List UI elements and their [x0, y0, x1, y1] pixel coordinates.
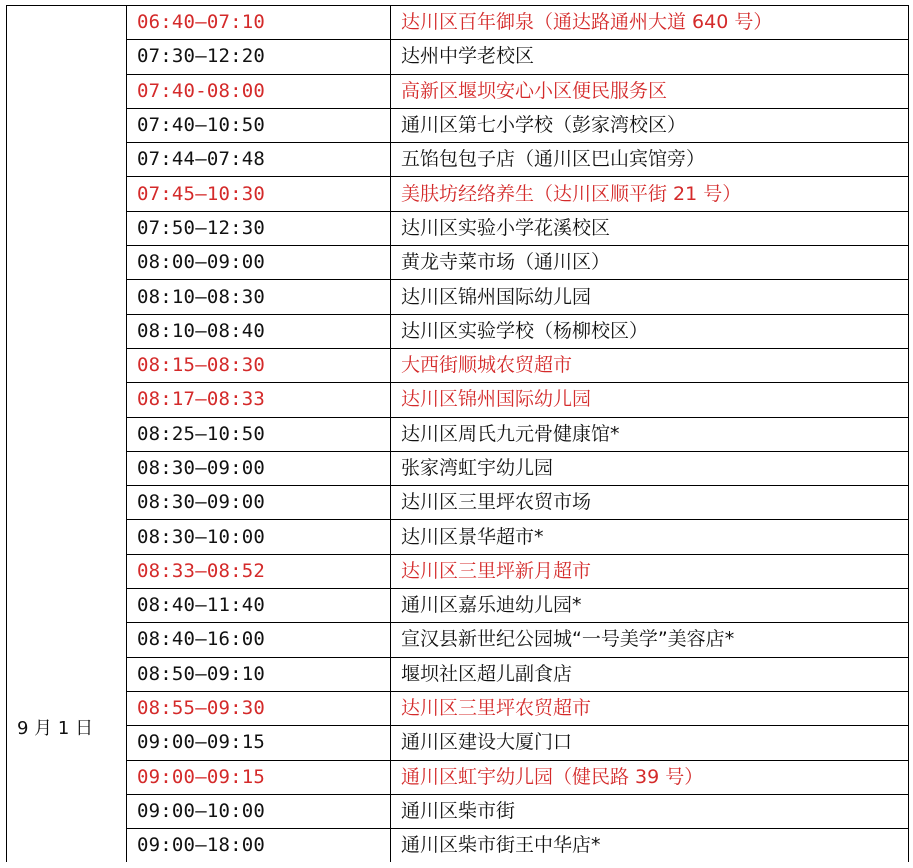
place-cell: 五馅包包子店（通川区巴山宾馆旁） [391, 143, 909, 177]
place-cell: 宣汉县新世纪公园城“一号美学”美容店* [391, 623, 909, 657]
time-cell: 09:00—09:15 [127, 726, 391, 760]
table-row [7, 417, 909, 451]
time-cell: 08:30—09:00 [127, 451, 391, 485]
table-row [7, 211, 909, 245]
place-cell: 达川区景华超市* [391, 520, 909, 554]
place-cell: 达川区三里坪农贸市场 [391, 486, 909, 520]
time-cell: 07:40-08:00 [127, 74, 391, 108]
place-cell: 达川区三里坪农贸超市 [391, 691, 909, 725]
schedule-table [6, 5, 909, 862]
time-cell: 08:40—16:00 [127, 623, 391, 657]
time-cell: 08:30—09:00 [127, 486, 391, 520]
time-cell: 07:45—10:30 [127, 177, 391, 211]
date-label: 9 月 1 日 [17, 718, 94, 740]
table-row [7, 108, 909, 142]
table-row [7, 589, 909, 623]
table-row [7, 829, 909, 863]
place-cell: 达川区三里坪新月超市 [391, 554, 909, 588]
table-row [7, 657, 909, 691]
time-cell: 08:55—09:30 [127, 691, 391, 725]
table-row [7, 554, 909, 588]
time-cell: 07:30—12:20 [127, 40, 391, 74]
time-cell: 08:25—10:50 [127, 417, 391, 451]
place-cell: 通川区虹宇幼儿园（健民路 39 号） [391, 760, 909, 794]
table-row [7, 143, 909, 177]
place-cell: 通川区建设大厦门口 [391, 726, 909, 760]
table-row [7, 794, 909, 828]
table-row [7, 6, 909, 40]
table-row [7, 74, 909, 108]
place-cell: 大西街顺城农贸超市 [391, 348, 909, 382]
place-cell: 达川区实验学校（杨柳校区） [391, 314, 909, 348]
time-cell: 08:10—08:30 [127, 280, 391, 314]
place-cell: 达川区锦州国际幼儿园 [391, 280, 909, 314]
place-cell: 达州中学老校区 [391, 40, 909, 74]
time-cell: 08:17—08:33 [127, 383, 391, 417]
table-row [7, 623, 909, 657]
place-cell: 达川区锦州国际幼儿园 [391, 383, 909, 417]
place-cell: 黄龙寺菜市场（通川区） [391, 246, 909, 280]
place-cell: 通川区柴市街王中华店* [391, 829, 909, 863]
place-cell: 达川区实验小学花溪校区 [391, 211, 909, 245]
time-cell: 08:33—08:52 [127, 554, 391, 588]
time-cell: 08:40—11:40 [127, 589, 391, 623]
table-row [7, 451, 909, 485]
place-cell: 高新区堰坝安心小区便民服务区 [391, 74, 909, 108]
time-cell: 06:40—07:10 [127, 6, 391, 40]
time-cell: 09:00—09:15 [127, 760, 391, 794]
time-cell: 08:15—08:30 [127, 348, 391, 382]
place-cell: 达川区周氏九元骨健康馆* [391, 417, 909, 451]
table-row [7, 726, 909, 760]
time-cell: 07:40—10:50 [127, 108, 391, 142]
table-row [7, 520, 909, 554]
table-row [7, 348, 909, 382]
time-cell: 09:00—18:00 [127, 829, 391, 863]
table-row [7, 177, 909, 211]
table-row [7, 760, 909, 794]
time-cell: 07:50—12:30 [127, 211, 391, 245]
time-cell: 08:50—09:10 [127, 657, 391, 691]
time-cell: 08:30—10:00 [127, 520, 391, 554]
table-row [7, 280, 909, 314]
place-cell: 通川区柴市街 [391, 794, 909, 828]
time-cell: 08:00—09:00 [127, 246, 391, 280]
place-cell: 通川区第七小学校（彭家湾校区） [391, 108, 909, 142]
table-row [7, 486, 909, 520]
place-cell: 堰坝社区超儿副食店 [391, 657, 909, 691]
place-cell: 通川区嘉乐迪幼儿园* [391, 589, 909, 623]
place-cell: 达川区百年御泉（通达路通州大道 640 号） [391, 6, 909, 40]
place-cell: 美肤坊经络养生（达川区顺平街 21 号） [391, 177, 909, 211]
place-cell: 张家湾虹宇幼儿园 [391, 451, 909, 485]
table-row [7, 314, 909, 348]
table-row [7, 691, 909, 725]
table-row [7, 40, 909, 74]
table-row [7, 246, 909, 280]
time-cell: 07:44—07:48 [127, 143, 391, 177]
time-cell: 09:00—10:00 [127, 794, 391, 828]
time-cell: 08:10—08:40 [127, 314, 391, 348]
date-cell [7, 6, 127, 863]
table-row [7, 383, 909, 417]
